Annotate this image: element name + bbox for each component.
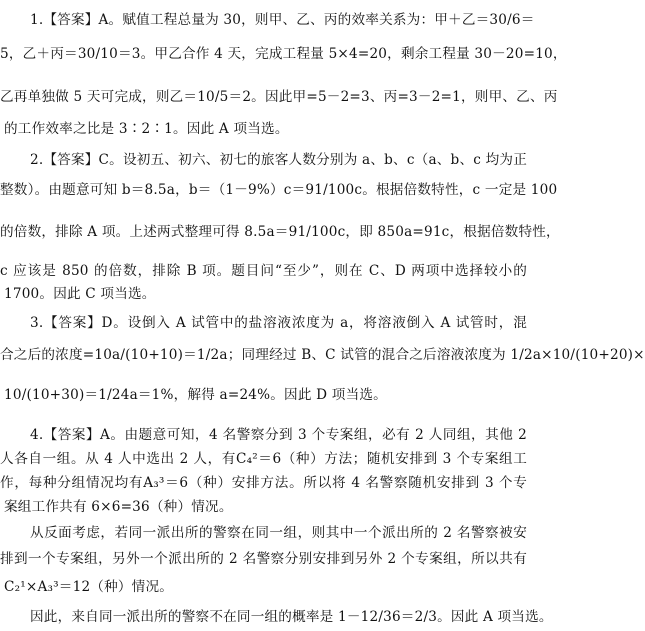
text-line: 作，每种分组情况均有A₃³＝6（种）安排方法。所以将 4 名警察随机安排到 3 个专 — [0, 475, 527, 491]
text-line: 排到一个专案组，另外一个派出所的 2 名警察分别安排到另外 2 个专案组，所以共有 — [0, 551, 527, 567]
text-line: 乙再单独做 5 天可完成，则乙＝10/5＝2。因此甲=5－2=3、丙=3－2=1，则甲、乙、丙 — [0, 89, 558, 105]
text-line: 4.【答案】A。由题意可知，4 名警察分到 3 个专案组，必有 2 人同组，其他 2 — [30, 427, 527, 443]
text-line: 合之后的浓度=10a/(10+10)＝1/2a；同理经过 B、C 试管的混合之后溶液浓度为 1/2a×10/(10+20)× — [0, 347, 645, 363]
text-line: 的工作效率之比是 3∶2∶1。因此 A 项当选。 — [4, 121, 289, 137]
text-line: 3.【答案】D。设倒入 A 试管中的盐溶液浓度为 a，将溶液倒入 A 试管时，混 — [30, 315, 527, 331]
text-line: 案组工作共有 6×6=36（种）情况。 — [4, 499, 233, 515]
text-line: 10/(10+30)＝1/24a＝1%，解得 a=24%。因此 D 项当选。 — [4, 387, 387, 403]
text-line: 1.【答案】A。赋值工程总量为 30，则甲、乙、丙的效率关系为：甲＋乙＝30/6＝ — [30, 12, 535, 28]
text-line: 5，乙＋丙＝30/10＝3。甲乙合作 4 天，完成工程量 5×4=20，剩余工程量 30－20=10， — [0, 46, 567, 62]
text-line: 因此，来自同一派出所的警察不在同一组的概率是 1－12/36＝2/3。因此 A 项当选。 — [30, 609, 553, 625]
text-line: c 应该是 850 的倍数，排除 B 项。题目问“至少”，则在 C、D 两项中选择较小的 — [0, 263, 527, 279]
text-line: 从反面考虑，若同一派出所的警察在同一组，则其中一个派出所的 2 名警察被安 — [30, 525, 527, 541]
text-line: 的倍数，排除 A 项。上述两式整理可得 8.5a＝91/100c，即 850a=91c，根据倍数特性， — [0, 224, 560, 240]
text-line: 1700。因此 C 项当选。 — [4, 286, 156, 302]
text-line: 人各自一组。从 4 人中选出 2 人，有C₄²＝6（种）方法；随机安排到 3 个专案组工 — [0, 451, 527, 467]
text-line: C₂¹×A₃³＝12（种）情况。 — [4, 579, 174, 595]
text-line: 2.【答案】C。设初五、初六、初七的旅客人数分别为 a、b、c（a、b、c 均为正 — [30, 152, 527, 168]
text-line: 整数）。由题意可知 b＝8.5a，b＝（1－9%）c＝91/100c。根据倍数特性，c 一定是 100 — [0, 182, 558, 198]
